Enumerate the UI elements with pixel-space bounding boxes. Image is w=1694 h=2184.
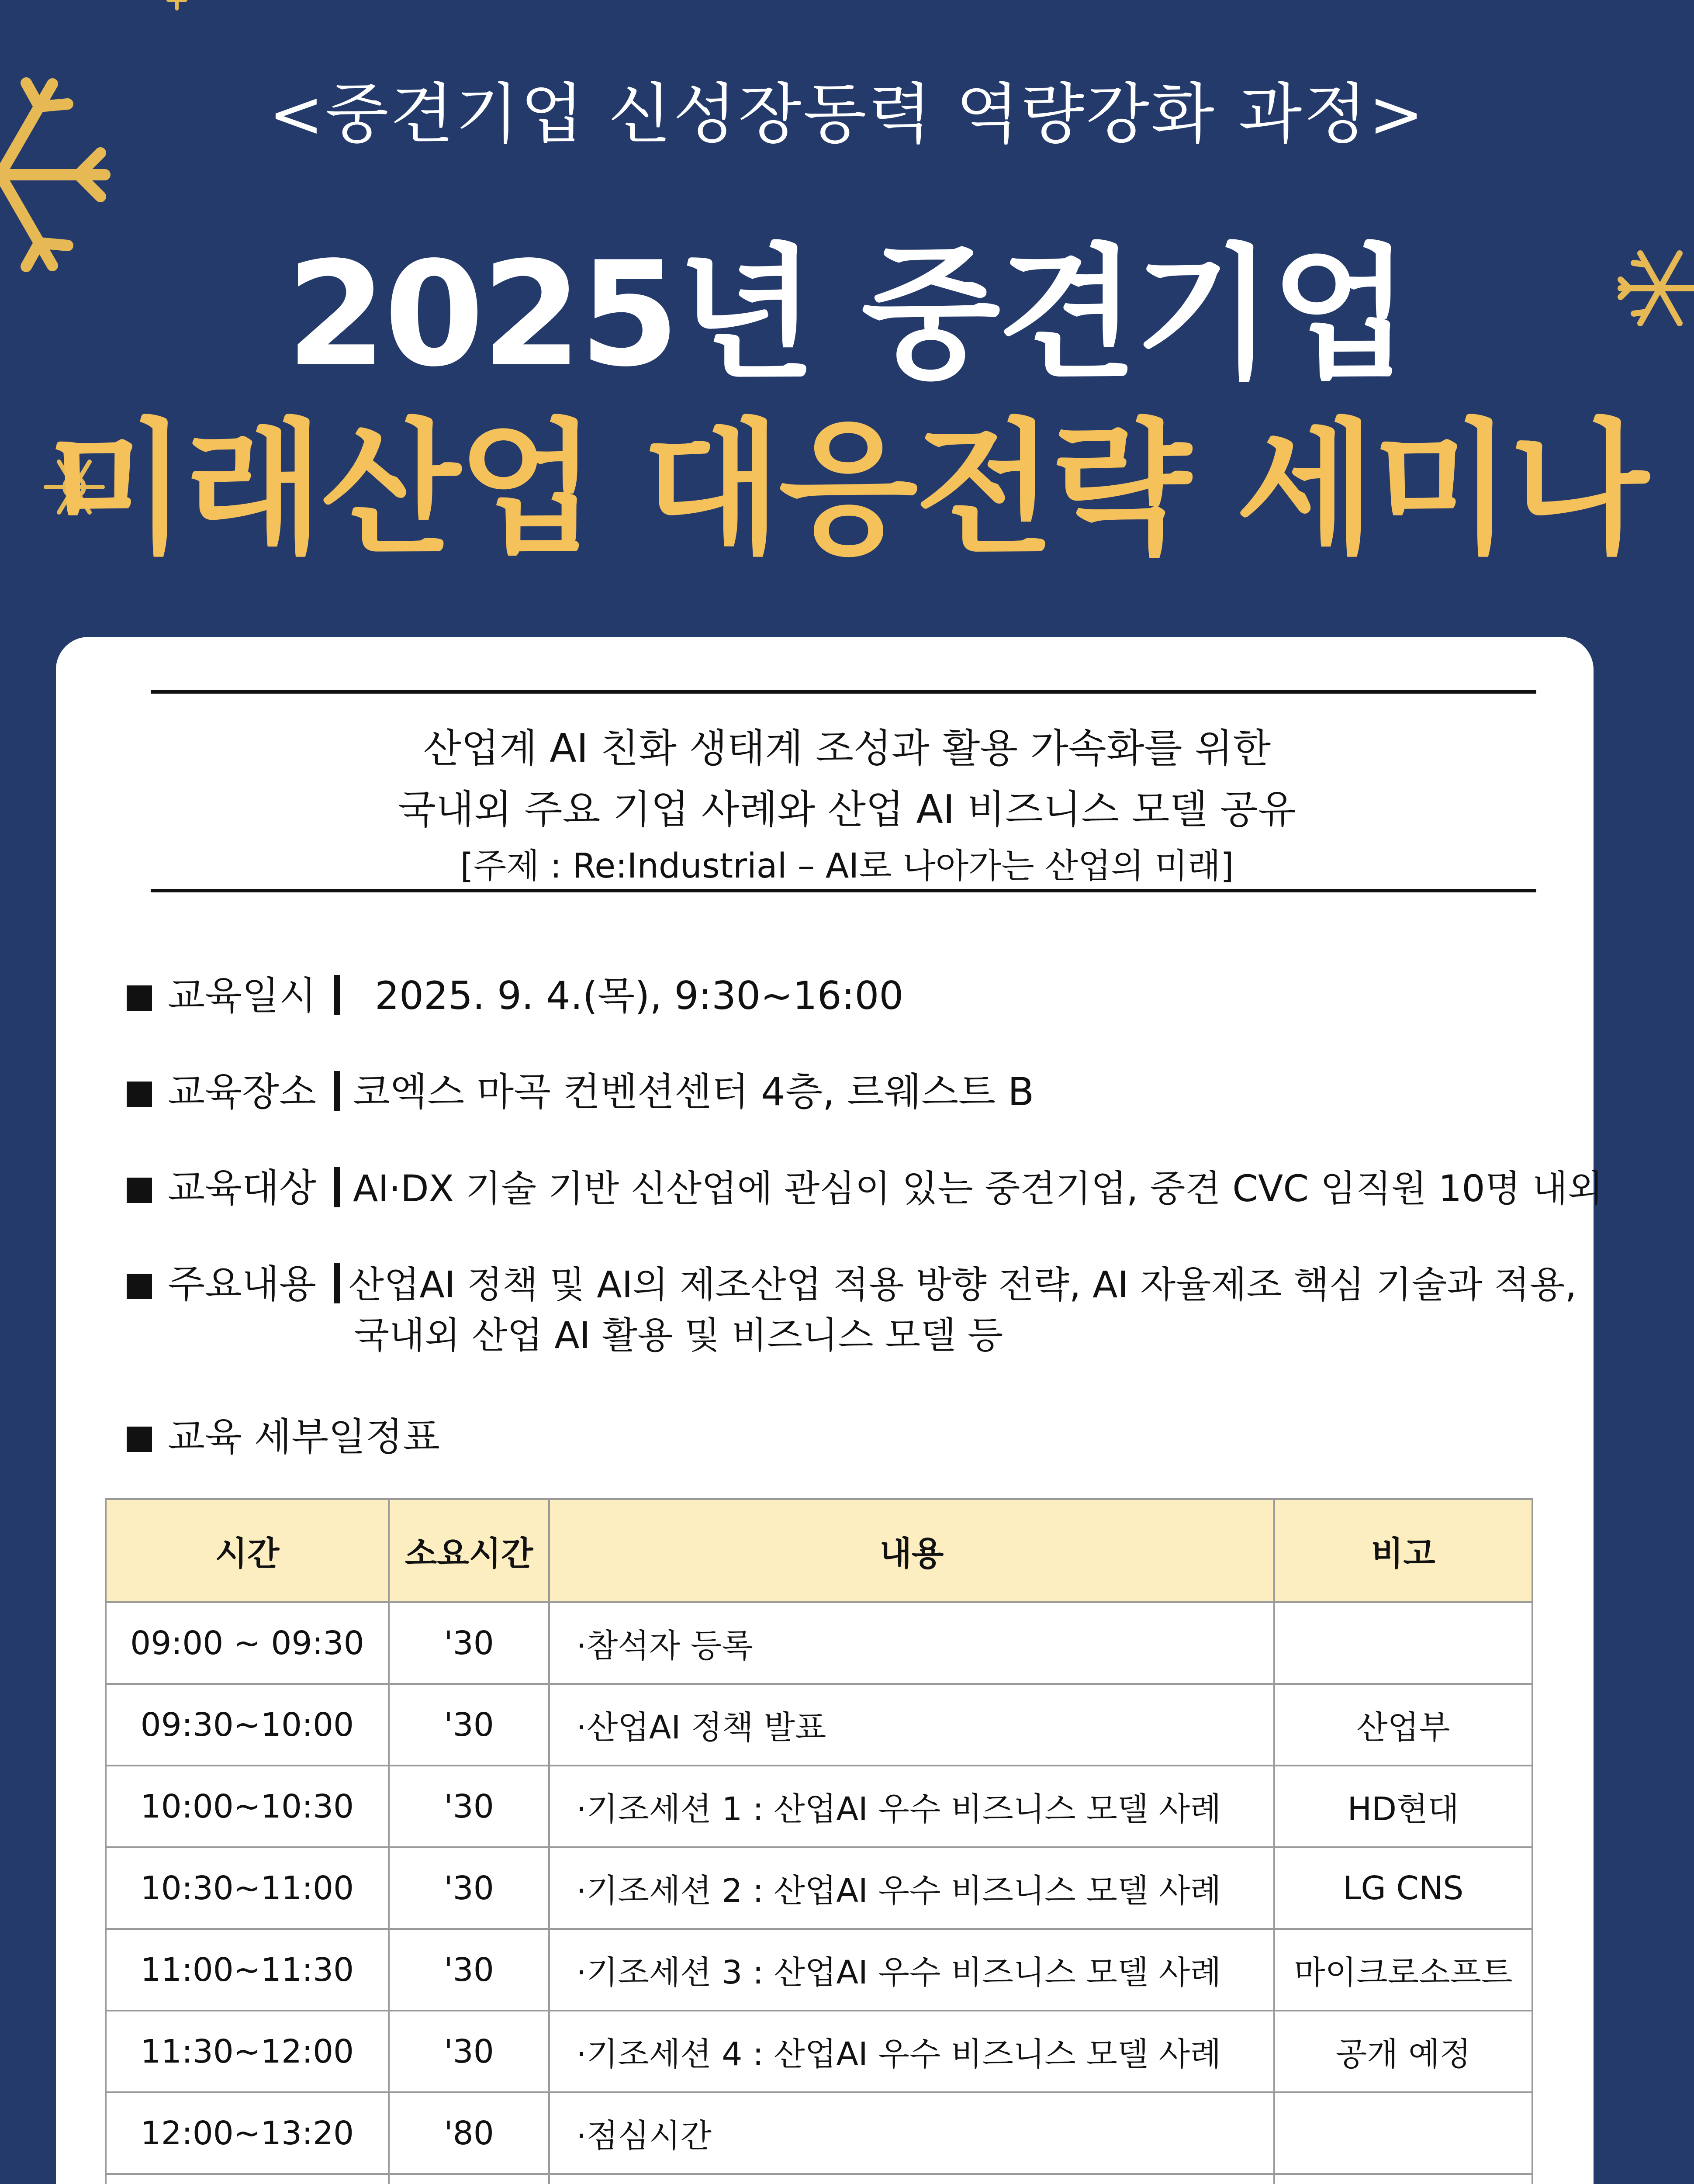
column-header: 비고: [1274, 1499, 1532, 1602]
table-header-row: [106, 1499, 1532, 1602]
cell-duration: '30: [389, 1602, 550, 1684]
bullet-square-icon: [127, 1178, 152, 1203]
intro-theme: [주제 : Re:Industrial – AI로 나아가는 산업의 미래]: [460, 847, 1234, 886]
snowflake-icon: [157, 0, 197, 17]
intro-line2: 국내외 주요 기업 사례와 산업 AI 비즈니스 모델 공유: [398, 787, 1296, 833]
schedule-title: 교육 세부일정표: [168, 1414, 440, 1459]
info-value: 산업AI 정책 및 AI의 제조산업 적용 방향 전략, AI 자율제조 핵심 기술과 적용,: [349, 1263, 1577, 1306]
info-date: [127, 965, 903, 1020]
bullet-square-icon: [127, 1082, 152, 1107]
schedule-table: [105, 1498, 1533, 2184]
cell-content: ·기조세션 3 : 산업AI 우수 비즈니스 모델 사례: [549, 1929, 1274, 2011]
cell-note: 마이크로소프트: [1274, 1929, 1532, 2011]
cell-time: [106, 2174, 389, 2184]
info-label: 교육장소: [168, 1069, 317, 1114]
cell-time: 10:30~11:00: [106, 1847, 389, 1929]
table-row: [106, 2174, 1532, 2184]
cell-note: HD현대: [1274, 1766, 1532, 1847]
divider: [151, 889, 1536, 892]
info-label: 교육대상: [168, 1165, 317, 1210]
table-row: [106, 1602, 1532, 1684]
cell-time: 09:30~10:00: [106, 1684, 389, 1766]
divider: [151, 690, 1536, 694]
cell-duration: '30: [389, 1684, 550, 1766]
table-row: [106, 1929, 1532, 2011]
cell-content: ·산업AI 정책 발표: [549, 1684, 1274, 1766]
info-place: [127, 1061, 1034, 1116]
bullet-square-icon: [127, 1274, 152, 1299]
cell-duration: '30: [389, 1929, 550, 2011]
cell-time: 09:00 ~ 09:30: [106, 1602, 389, 1684]
cell-note: [1274, 2092, 1532, 2174]
table-row: [106, 1847, 1532, 1929]
bullet-square-icon: [127, 1427, 152, 1452]
cell-content: ·점심시간: [549, 2092, 1274, 2174]
table-row: [106, 1766, 1532, 1847]
cell-note: [1274, 1602, 1532, 1684]
cell-duration: [389, 2174, 550, 2184]
separator-bar: [334, 1071, 340, 1111]
separator-bar: [334, 1167, 340, 1207]
cell-note: [1274, 2174, 1532, 2184]
cell-time: 11:30~12:00: [106, 2011, 389, 2092]
schedule-heading: [127, 1406, 440, 1462]
info-content: [127, 1254, 1576, 1309]
cell-duration: '30: [389, 1766, 550, 1847]
column-header: 내용: [549, 1499, 1274, 1602]
info-value: 2025. 9. 4.(목), 9:30~16:00: [375, 973, 904, 1018]
intro-line1: 산업계 AI 친화 생태계 조성과 활용 가속화를 위한: [423, 726, 1271, 771]
cell-duration: '30: [389, 1847, 550, 1929]
cell-content: ·기조세션 2 : 산업AI 우수 비즈니스 모델 사례: [549, 1847, 1274, 1929]
info-label: 주요내용: [168, 1261, 317, 1306]
info-value: AI·DX 기술 기반 신산업에 관심이 있는 중견기업, 중견 CVC 임직원 10명 내외: [353, 1167, 1603, 1210]
course-subtitle: <중견기업 신성장동력 역량강화 과정>: [269, 76, 1425, 152]
column-header: 시간: [106, 1499, 389, 1602]
cell-time: 10:00~10:30: [106, 1766, 389, 1847]
info-value: 코엑스 마곡 컨벤션센터 4층, 르웨스트 B: [353, 1069, 1034, 1114]
info-content-line2: 국내외 산업 AI 활용 및 비즈니스 모델 등: [354, 1314, 1003, 1357]
table-row: [106, 1684, 1532, 1766]
separator-bar: [334, 1263, 340, 1303]
cell-note: LG CNS: [1274, 1847, 1532, 1929]
column-header: 소요시간: [389, 1499, 550, 1602]
cell-note: 산업부: [1274, 1684, 1532, 1766]
cell-content: ·기조세션 1 : 산업AI 우수 비즈니스 모델 사례: [549, 1766, 1274, 1847]
info-target: [127, 1158, 1603, 1213]
table-row: [106, 2092, 1532, 2174]
info-label: 교육일시: [168, 973, 317, 1018]
seminar-title-line2: 미래산업 대응전략 세미나: [48, 405, 1646, 573]
cell-note: 공개 예정: [1274, 2011, 1532, 2092]
cell-time: 11:00~11:30: [106, 1929, 389, 2011]
bullet-square-icon: [127, 985, 152, 1011]
cell-duration: '80: [389, 2092, 550, 2174]
table-row: [106, 2011, 1532, 2092]
cell-duration: '30: [389, 2011, 550, 2092]
cell-content: [549, 2174, 1274, 2184]
cell-content: ·참석자 등록: [549, 1602, 1274, 1684]
seminar-title-line1: 2025년 중견기업: [286, 231, 1408, 398]
separator-bar: [334, 975, 340, 1015]
cell-content: ·기조세션 4 : 산업AI 우수 비즈니스 모델 사례: [549, 2011, 1274, 2092]
cell-time: 12:00~13:20: [106, 2092, 389, 2174]
